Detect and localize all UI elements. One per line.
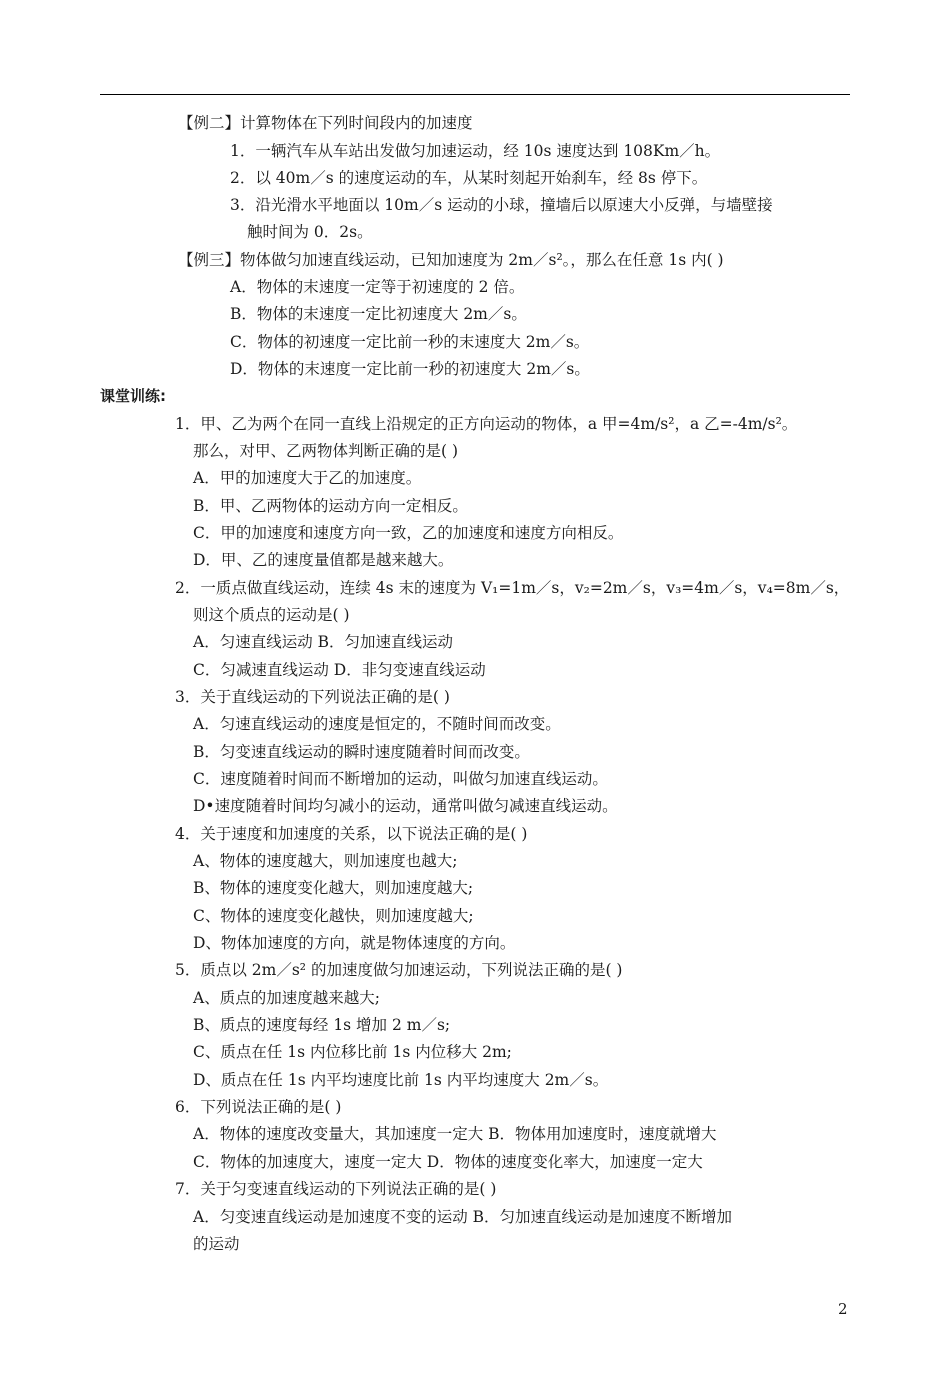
q4-stem: 4．关于速度和加速度的关系，以下说法正确的是( ) xyxy=(175,825,528,843)
q3-stem: 3．关于直线运动的下列说法正确的是( ) xyxy=(175,688,450,706)
q7-stem: 7．关于匀变速直线运动的下列说法正确的是( ) xyxy=(175,1180,497,1198)
example-3-option-d: D．物体的末速度一定比前一秒的初速度大 2m／s。 xyxy=(230,360,590,378)
q3-option-c: C．速度随着时间而不断增加的运动，叫做匀加速直线运动。 xyxy=(193,770,608,788)
q1-stem: 1．甲、乙为两个在同一直线上沿规定的正方向运动的物体，a 甲=4m/s²，a 乙=-4m/s²。 xyxy=(175,415,798,433)
q5-option-d: D、质点在任 1s 内平均速度比前 1s 内平均速度大 2m／s。 xyxy=(193,1071,609,1089)
q2-stem-cont: 则这个质点的运动是( ) xyxy=(193,606,350,624)
q2-options-ab: A．匀速直线运动 B．匀加速直线运动 xyxy=(193,633,454,651)
q3-option-b: B．匀变速直线运动的瞬时速度随着时间而改变。 xyxy=(193,743,530,761)
q4-option-b: B、物体的速度变化越大，则加速度越大; xyxy=(193,879,474,897)
header-rule xyxy=(100,94,850,95)
q5-option-b: B、质点的速度每经 1s 增加 2 m／s; xyxy=(193,1016,451,1034)
example-2-item-2: 2．以 40m／s 的速度运动的车，从某时刻起开始刹车，经 8s 停下。 xyxy=(230,169,708,187)
q5-option-a: A、质点的加速度越来越大; xyxy=(193,989,380,1007)
example-2-title: 【例二】计算物体在下列时间段内的加速度 xyxy=(178,114,473,132)
q1-option-c: C．甲的加速度和速度方向一致，乙的加速度和速度方向相反。 xyxy=(193,524,624,542)
q4-option-c: C、物体的速度变化越快，则加速度越大; xyxy=(193,907,474,925)
q1-stem-cont: 那么，对甲、乙两物体判断正确的是( ) xyxy=(193,442,459,460)
example-3-option-a: A．物体的末速度一定等于初速度的 2 倍。 xyxy=(230,278,525,296)
q6-options-cd: C．物体的加速度大，速度一定大 D．物体的速度变化率大，加速度一定大 xyxy=(193,1153,703,1171)
example-3-title: 【例三】物体做匀加速直线运动，已知加速度为 2m／s²。，那么在任意 1s 内( ) xyxy=(178,251,724,269)
example-3-option-b: B．物体的末速度一定比初速度大 2m／s。 xyxy=(230,305,527,323)
training-heading: 课堂训练: xyxy=(100,387,166,405)
q3-option-a: A．匀速直线运动的速度是恒定的，不随时间而改变。 xyxy=(193,715,561,733)
q5-option-c: C、质点在任 1s 内位移比前 1s 内位移大 2m; xyxy=(193,1043,512,1061)
q4-option-d: D、物体加速度的方向，就是物体速度的方向。 xyxy=(193,934,516,952)
q6-options-ab: A．物体的速度改变量大，其加速度一定大 B．物体用加速度时，速度就增大 xyxy=(193,1125,717,1143)
example-2-item-1: 1．一辆汽车从车站出发做匀加速运动，经 10s 速度达到 108Km／h。 xyxy=(230,142,721,160)
q1-option-a: A．甲的加速度大于乙的加速度。 xyxy=(193,469,422,487)
q2-options-cd: C．匀减速直线运动 D．非匀变速直线运动 xyxy=(193,661,486,679)
q2-stem: 2．一质点做直线运动，连续 4s 末的速度为 V₁=1m／s，v₂=2m／s，v₃=4m／s，v₄=8m／s， xyxy=(175,579,850,597)
page-number: 2 xyxy=(838,1300,848,1318)
example-2-item-3-cont: 触时间为 0．2s。 xyxy=(247,223,373,241)
example-3-option-c: C．物体的初速度一定比前一秒的末速度大 2m／s。 xyxy=(230,333,590,351)
q4-option-a: A、物体的速度越大，则加速度也越大; xyxy=(193,852,458,870)
example-2-item-3: 3．沿光滑水平地面以 10m／s 运动的小球，撞墙后以原速大小反弹，与墙壁接 xyxy=(230,196,773,214)
q1-option-d: D．甲、乙的速度量值都是越来越大。 xyxy=(193,551,454,569)
q7-options-ab: A．匀变速直线运动是加速度不变的运动 B．匀加速直线运动是加速度不断增加 xyxy=(193,1208,733,1226)
q7-option-b-cont: 的运动 xyxy=(193,1235,240,1253)
q1-option-b: B．甲、乙两物体的运动方向一定相反。 xyxy=(193,497,468,515)
q3-option-d: D•速度随着时间均匀减小的运动，通常叫做匀减速直线运动。 xyxy=(193,797,618,815)
q6-stem: 6．下列说法正确的是( ) xyxy=(175,1098,342,1116)
q5-stem: 5．质点以 2m／s² 的加速度做匀加速运动，下列说法正确的是( ) xyxy=(175,961,623,979)
